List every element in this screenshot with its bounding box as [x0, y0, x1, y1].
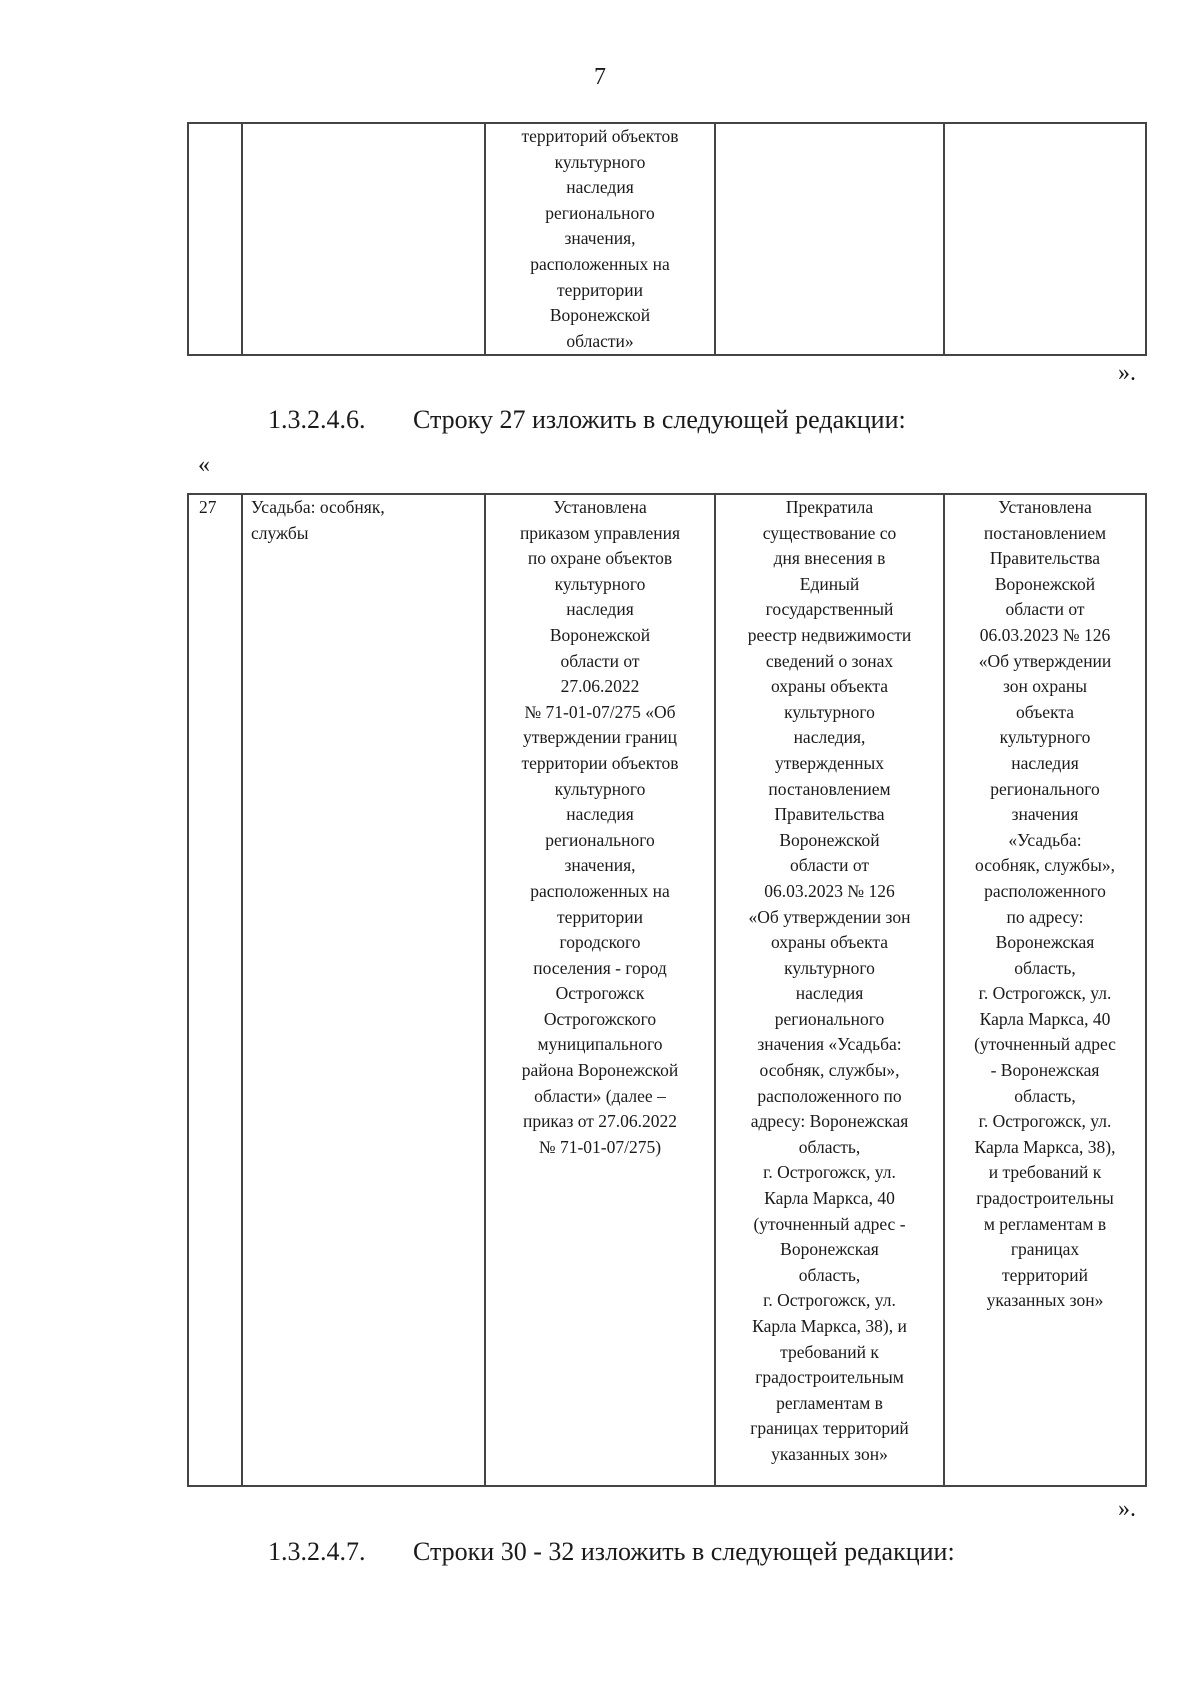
- cell-line: Карла Маркса, 38),: [974, 1136, 1116, 1157]
- cell-line: культурного: [554, 573, 646, 594]
- cell-line: регионального: [545, 829, 655, 850]
- cell-line: объекта: [1016, 701, 1074, 722]
- cell-col4: [715, 494, 944, 1486]
- cell-line: области»: [566, 330, 634, 351]
- cell-line: Карла Маркса, 38), и: [752, 1316, 907, 1336]
- cell-line: регламентам в: [776, 1392, 883, 1413]
- cell-line: области от: [560, 650, 640, 671]
- cell-line: м регламентам в: [983, 1213, 1107, 1234]
- cell-line: Воронежской: [994, 573, 1096, 594]
- cell-line: область,: [1014, 957, 1076, 978]
- cell-line: 06.03.2023 № 126: [764, 880, 895, 901]
- cell-line: г. Острогожск, ул.: [763, 1162, 896, 1183]
- cell-line: утверждении границ: [522, 727, 678, 748]
- cell-line: службы: [251, 522, 309, 543]
- cell-line: границах: [1010, 1239, 1080, 1260]
- cell-line: адресу: Воронежская: [750, 1111, 909, 1132]
- cell-number: [188, 123, 242, 355]
- cell-line: реестр недвижимости: [747, 624, 912, 645]
- cell-line: градостроительны: [976, 1188, 1114, 1209]
- cell-line: Острогожского: [543, 1008, 657, 1029]
- cell-line: государственный: [765, 599, 894, 620]
- cell-line: регионального: [990, 778, 1100, 799]
- closing-quote: ».: [1118, 360, 1136, 386]
- cell-line: г. Острогожск, ул.: [978, 1111, 1112, 1132]
- cell-line: расположенных на: [530, 880, 670, 901]
- cell-line: области» (далее –: [534, 1085, 666, 1106]
- cell-line: № 71-01-07/275 «Об: [524, 701, 676, 722]
- cell-line: Карла Маркса, 40: [764, 1188, 895, 1209]
- cell-line: утвержденных: [774, 752, 885, 773]
- cell-line: значения «Усадьба:: [757, 1034, 902, 1055]
- table-row: [188, 123, 1146, 355]
- cell-line: Правительства: [989, 548, 1101, 569]
- cell-line: территорий объектов: [521, 126, 679, 146]
- table-continuation: [187, 122, 1147, 356]
- cell-line: существование со: [762, 522, 897, 543]
- cell-line: (уточненный адрес -: [753, 1213, 906, 1234]
- cell-line: городского: [559, 932, 641, 953]
- cell-line: «Усадьба:: [1008, 829, 1082, 850]
- cell-line: Воронежской: [549, 305, 651, 326]
- cell-line: 06.03.2023 № 126: [979, 624, 1111, 645]
- cell-line: района Воронежской: [521, 1060, 679, 1081]
- cell-line: культурного: [784, 701, 875, 722]
- closing-quote: ».: [1118, 1496, 1136, 1522]
- cell-line: культурного: [554, 778, 646, 799]
- cell-line: г. Острогожск, ул.: [763, 1290, 896, 1311]
- cell-line: Усадьба: особняк,: [251, 497, 385, 517]
- cell-line: границах территорий: [750, 1418, 909, 1439]
- cell-line: расположенного: [984, 880, 1106, 901]
- cell-line: Воронежской: [549, 624, 651, 645]
- cell-name: [242, 494, 485, 1486]
- instruction-number: 1.3.2.4.7.: [268, 1537, 366, 1566]
- cell-line: наследия: [566, 804, 634, 825]
- cell-line: наследия: [795, 983, 864, 1004]
- instruction-text: Строки 30 - 32 изложить в следующей редакции:: [413, 1537, 955, 1566]
- instruction-number: 1.3.2.4.6.: [268, 405, 366, 434]
- cell-line: указанных зон»: [771, 1443, 888, 1464]
- cell-line: наследия: [566, 599, 634, 620]
- cell-line: Установлена: [553, 497, 647, 517]
- cell-line: наследия: [1011, 752, 1079, 773]
- cell-line: Установлена: [998, 497, 1092, 517]
- cell-line: регионального: [774, 1008, 885, 1029]
- cell-line: наследия,: [793, 727, 866, 748]
- cell-col5: [944, 494, 1146, 1486]
- cell-line: Правительства: [774, 804, 885, 825]
- cell-name: [242, 123, 485, 355]
- cell-line: сведений о зонах: [765, 650, 894, 671]
- cell-line: градостроительным: [755, 1367, 904, 1388]
- cell-line: области от: [1005, 599, 1085, 620]
- cell-line: территории: [557, 279, 643, 300]
- cell-line: Карла Маркса, 40: [979, 1008, 1111, 1029]
- cell-line: и требований к: [988, 1162, 1102, 1183]
- cell-col3: [485, 494, 715, 1486]
- instruction-paragraph: [268, 1537, 955, 1567]
- cell-line: особняк, службы»,: [975, 855, 1115, 876]
- cell-line: Единый: [799, 573, 860, 594]
- cell-line: Прекратила: [785, 497, 874, 517]
- cell-col3: [485, 123, 715, 355]
- cell-line: значения,: [564, 228, 636, 249]
- cell-line: регионального: [545, 202, 655, 223]
- cell-line: 27.06.2022: [560, 676, 640, 697]
- cell-line: область,: [798, 1136, 861, 1157]
- cell-line: область,: [798, 1264, 861, 1285]
- cell-line: Острогожск: [555, 983, 645, 1004]
- instruction-text: Строку 27 изложить в следующей редакции:: [413, 405, 906, 434]
- cell-line: значения,: [564, 855, 636, 876]
- cell-line: расположенных на: [530, 253, 670, 274]
- cell-line: «Об утверждении: [978, 650, 1112, 671]
- cell-line: постановлением: [983, 522, 1107, 543]
- cell-line: области от: [789, 855, 870, 876]
- cell-line: область,: [1014, 1085, 1076, 1106]
- cell-line: по охране объектов: [527, 548, 673, 569]
- cell-line: значения: [1011, 804, 1079, 825]
- cell-line: Воронежской: [779, 829, 880, 850]
- cell-line: № 71-01-07/275): [538, 1136, 662, 1157]
- cell-line: муниципального: [537, 1034, 663, 1055]
- cell-line: охраны объекта: [770, 676, 888, 697]
- cell-line: наследия: [566, 177, 634, 198]
- instruction-paragraph: [268, 405, 906, 435]
- cell-line: г. Острогожск, ул.: [978, 983, 1112, 1004]
- cell-line: культурного: [554, 151, 646, 172]
- page-number: 7: [594, 64, 606, 90]
- cell-line: территории объектов: [521, 752, 679, 773]
- cell-line: приказ от 27.06.2022: [522, 1111, 678, 1132]
- cell-line: - Воронежская: [990, 1060, 1100, 1081]
- cell-line: дня внесения в: [773, 548, 886, 569]
- cell-line: культурного: [999, 727, 1091, 748]
- cell-line: (уточненный адрес: [974, 1034, 1116, 1055]
- cell-line: территории: [557, 906, 643, 927]
- cell-line: территорий: [1002, 1264, 1088, 1285]
- cell-line: указанных зон»: [986, 1290, 1104, 1311]
- table-row: [188, 494, 1146, 1486]
- cell-line: требований к: [780, 1341, 879, 1362]
- cell-line: Воронежская: [780, 1239, 879, 1260]
- cell-number: 27: [188, 494, 242, 1486]
- cell-line: расположенного по: [757, 1085, 902, 1106]
- cell-line: охраны объекта: [770, 932, 888, 953]
- cell-line: культурного: [784, 957, 875, 978]
- cell-line: поселения - город: [533, 957, 667, 978]
- table-row-27: [187, 493, 1147, 1487]
- cell-line: приказом управления: [519, 522, 681, 543]
- cell-col4: [715, 123, 944, 355]
- cell-line: по адресу:: [1006, 906, 1084, 927]
- cell-line: Воронежская: [995, 932, 1095, 953]
- opening-quote: «: [198, 452, 210, 478]
- cell-line: особняк, службы»,: [759, 1060, 900, 1081]
- cell-line: зон охраны: [1002, 676, 1087, 697]
- cell-line: постановлением: [768, 778, 891, 799]
- cell-line: «Об утверждении зон: [748, 906, 911, 927]
- cell-col5: [944, 123, 1146, 355]
